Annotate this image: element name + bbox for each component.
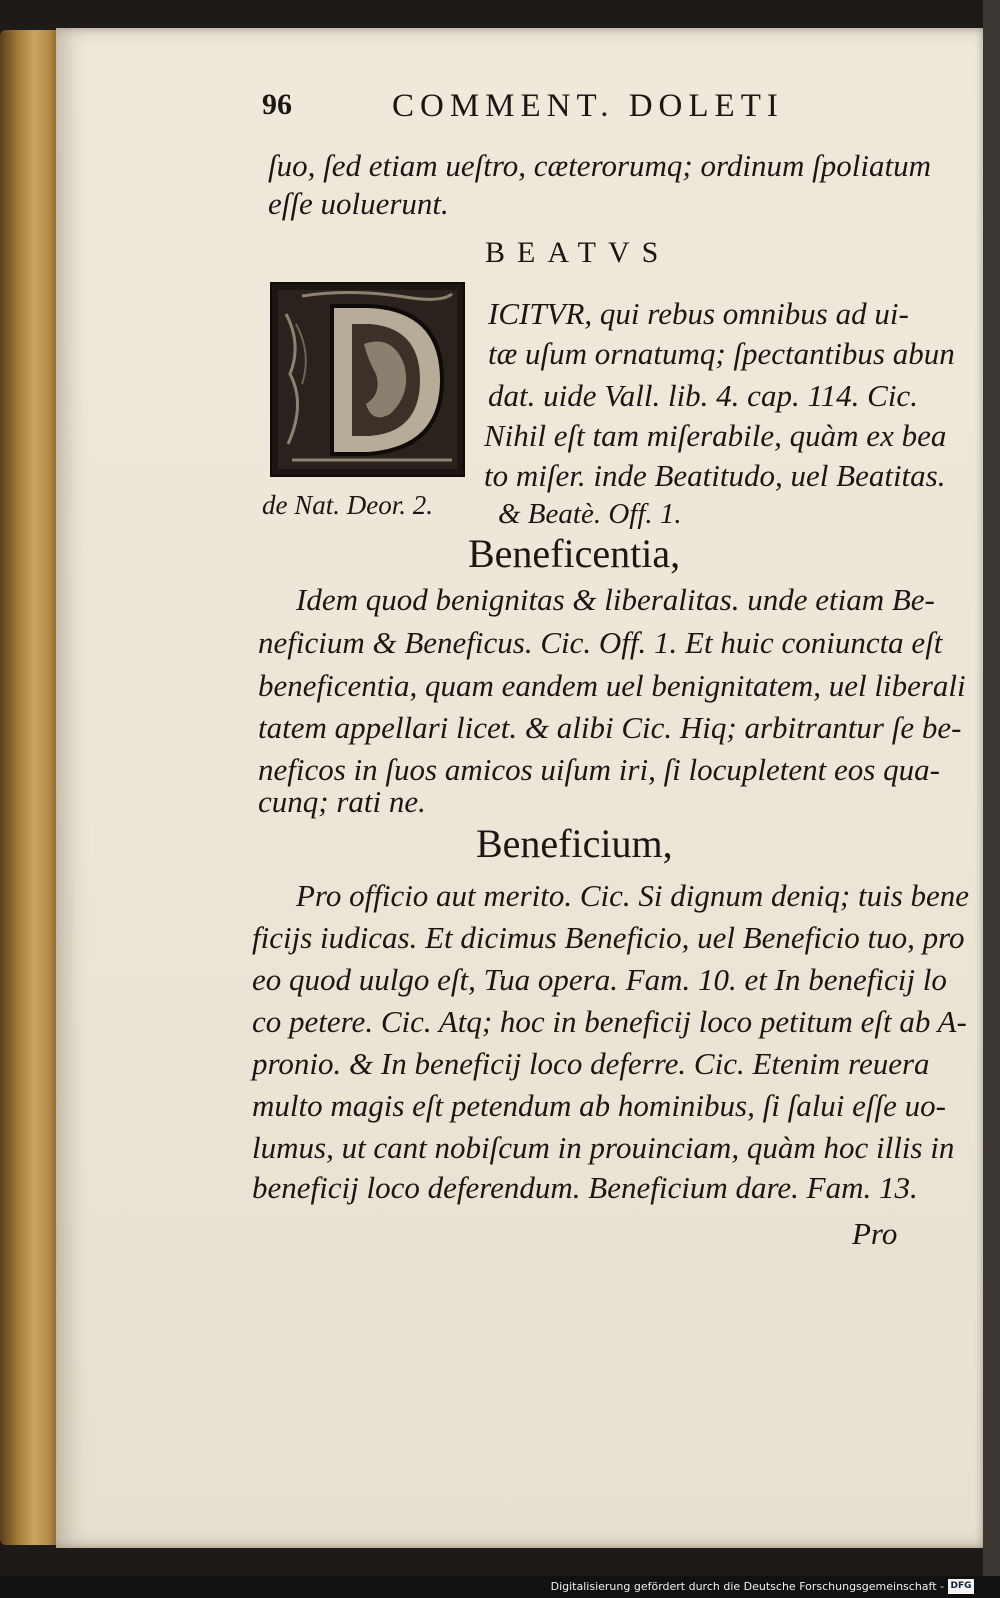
body-line: & Beatè. Off. 1. — [498, 498, 682, 530]
body-line: ficijs iudicas. Et dicimus Beneficio, uel Beneficio tuo, pro — [252, 920, 965, 955]
entry-heading-beneficentia: Beneficentia, — [468, 531, 681, 576]
body-line: pronio. & In beneficij loco deferre. Cic. Etenim reuera — [252, 1046, 930, 1081]
entry-heading-beatus: BEATVS — [485, 236, 671, 269]
body-line: Idem quod benignitas & liberalitas. unde etiam Be- — [296, 582, 935, 617]
catchword: Pro — [852, 1216, 898, 1251]
body-line: beneficentia, quam eandem uel benignitatem, uel liberali — [258, 668, 966, 703]
facing-page-edge — [983, 0, 1000, 1576]
body-line: ICITVR, qui rebus omnibus ad ui- — [488, 296, 909, 331]
body-line: Pro officio aut merito. Cic. Si dignum deniq; tuis bene — [296, 878, 970, 913]
running-title: COMMENT. DOLETI — [392, 88, 784, 124]
body-line: multo magis eſt petendum ab hominibus, ſi ſalui eſſe uo- — [252, 1088, 946, 1123]
body-line: dat. uide Vall. lib. 4. cap. 114. Cic. — [488, 378, 918, 413]
body-line: Nihil eſt tam miſerabile, quàm ex bea — [484, 418, 947, 453]
body-line: lumus, ut cant nobiſcum in prouinciam, quàm hoc illis in — [252, 1130, 955, 1165]
body-line: neficos in ſuos amicos uiſum iri, ſi locupletent eos qua- — [258, 752, 940, 787]
book-fore-edge — [0, 30, 62, 1545]
digitization-footer — [0, 1576, 1000, 1598]
dfg-logo-icon: DFG — [948, 1579, 974, 1594]
body-line: cunq; rati ne. — [258, 784, 426, 819]
body-line: tæ uſum ornatumq; ſpectantibus abun — [488, 336, 955, 371]
body-line: eſſe uoluerunt. — [268, 186, 449, 221]
body-line: neficium & Beneficus. Cic. Off. 1. Et huic coniuncta eſt — [258, 625, 943, 660]
body-line: to miſer. inde Beatitudo, uel Beatitas. — [484, 458, 946, 493]
page-number: 96 — [262, 88, 292, 121]
body-line: de Nat. Deor. 2. — [262, 490, 433, 520]
body-line: tatem appellari licet. & alibi Cic. Hiq; arbitrantur ſe be- — [258, 710, 962, 745]
funding-credit: Digitalisierung gefördert durch die Deutsche Forschungsgemeinschaft - — [550, 1580, 944, 1593]
body-line: co petere. Cic. Atq; hoc in beneficij loco petitum eſt ab A- — [252, 1004, 967, 1039]
body-line: beneficij loco deferendum. Beneficium dare. Fam. 13. — [252, 1170, 918, 1205]
entry-heading-beneficium: Beneficium, — [476, 821, 673, 866]
decorated-initial — [270, 282, 465, 477]
body-line: eo quod uulgo eſt, Tua opera. Fam. 10. et In beneficij lo — [252, 962, 947, 997]
decorated-initial-icon — [272, 284, 463, 475]
body-line: ſuo, ſed etiam ueſtro, cæterorumq; ordinum ſpoliatum — [268, 148, 932, 183]
